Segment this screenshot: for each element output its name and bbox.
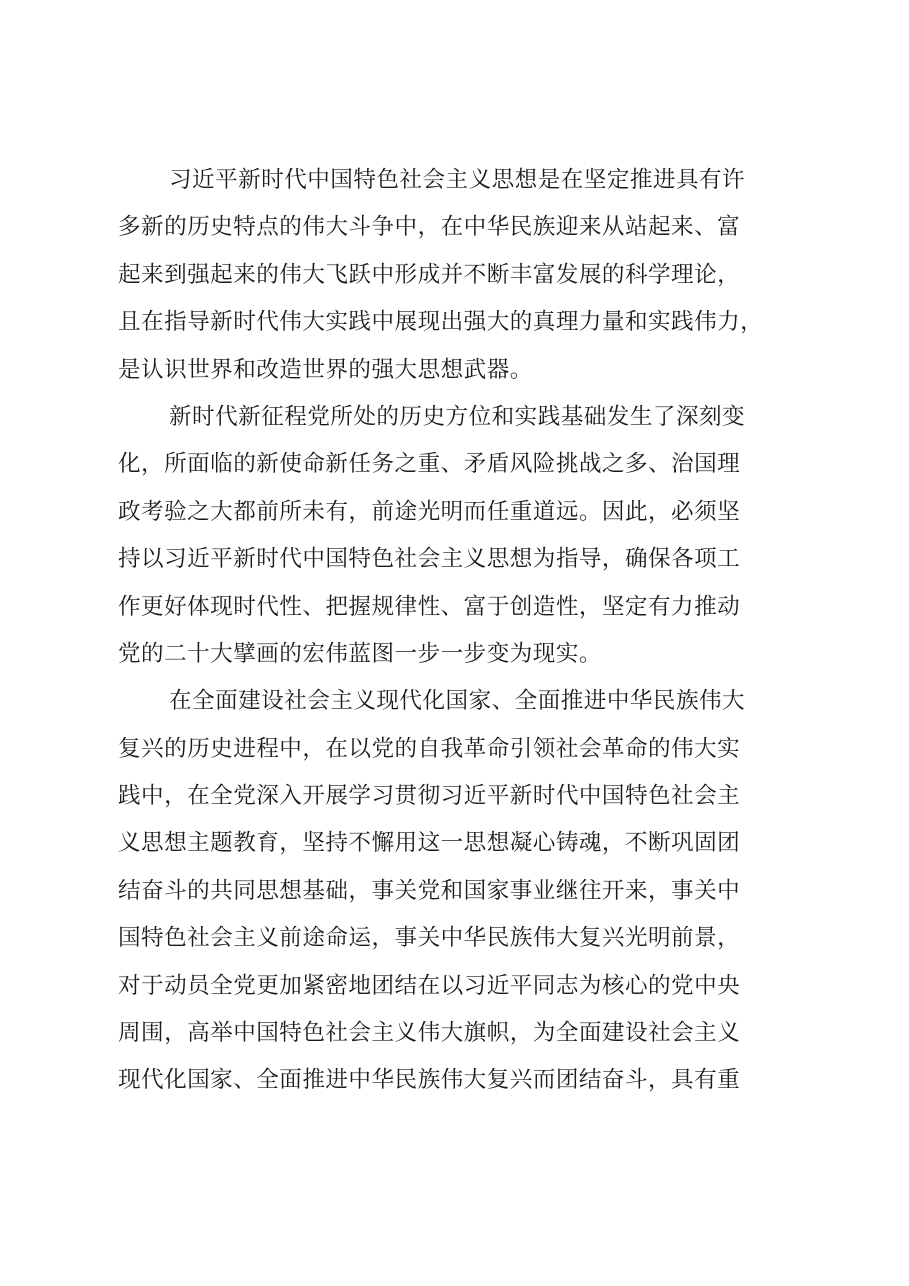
text-line: 起来到强起来的伟大飞跃中形成并不断丰富发展的科学理论， <box>118 261 741 288</box>
text-line: 习近平新时代中国特色社会主义思想是在坚定推进具有许 <box>169 167 746 193</box>
text-line: 周围，高举中国特色社会主义伟大旗帜，为全面建设社会主义 <box>118 1020 741 1047</box>
paragraph-1 <box>118 157 804 394</box>
text-line: 新时代新征程党所处的历史方位和实践基础发生了深刻变 <box>169 403 746 430</box>
text-line: 现代化国家、全面推进中华民族伟大复兴而团结奋斗，具有重 <box>118 1067 741 1094</box>
text-line: 政考验之大都前所未有，前途光明而任重道远。因此，必须坚 <box>118 498 741 525</box>
text-line: 持以习近平新时代中国特色社会主义思想为指导，确保各项工 <box>118 546 741 573</box>
text-line: 且在指导新时代伟大实践中展现出强大的真理力量和实践伟力， <box>118 309 764 336</box>
paragraph-2 <box>118 394 804 678</box>
text-line: 义思想主题教育，坚持不懈用这一思想凝心铸魂，不断巩固团 <box>118 830 741 857</box>
text-line: 践中，在全党深入开展学习贯彻习近平新时代中国特色社会主 <box>118 783 741 810</box>
text-line: 复兴的历史进程中，在以党的自我革命引领社会革命的伟大实 <box>118 735 741 762</box>
text-line: 多新的历史特点的伟大斗争中，在中华民族迎来从站起来、富 <box>118 214 741 241</box>
text-line: 是认识世界和改造世界的强大思想武器。 <box>118 356 533 383</box>
text-line: 党的二十大擘画的宏伟蓝图一步一步变为现实。 <box>118 640 602 667</box>
text-line: 化，所面临的新使命新任务之重、矛盾风险挑战之多、治国理 <box>118 451 741 478</box>
text-line: 作更好体现时代性、把握规律性、富于创造性，坚定有力推动 <box>118 593 741 620</box>
text-line: 结奋斗的共同思想基础，事关党和国家事业继往开来，事关中 <box>118 877 741 904</box>
text-line: 国特色社会主义前途命运，事关中华民族伟大复兴光明前景， <box>118 925 741 952</box>
text-line: 在全面建设社会主义现代化国家、全面推进中华民族伟大 <box>169 688 746 715</box>
document-body <box>118 157 804 1105</box>
text-line: 对于动员全党更加紧密地团结在以习近平同志为核心的党中央 <box>118 972 741 999</box>
paragraph-3 <box>118 678 804 1105</box>
